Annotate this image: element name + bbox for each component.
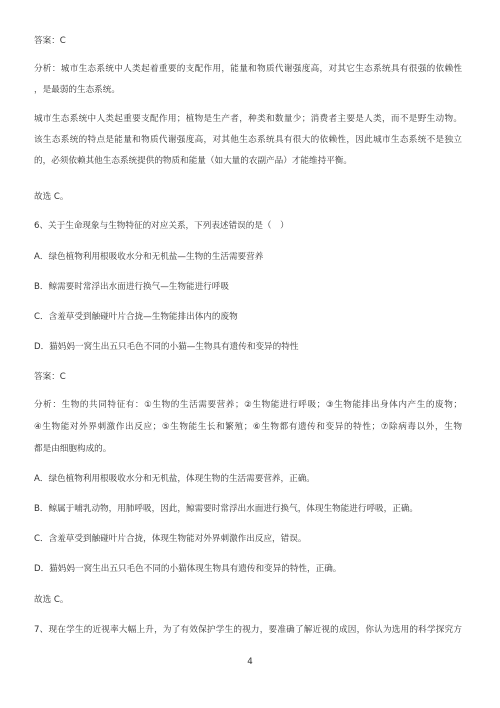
line-analysis-1b: ，是最弱的生态系统。 bbox=[34, 85, 120, 95]
line-analysis-2b: ④生物能对外界刺激作出反应；⑤生物能生长和繁殖；⑥生物都有遗传和变异的特性；⑦除病毒以外，生物 bbox=[34, 422, 462, 432]
page-number: 4 bbox=[247, 657, 253, 667]
option-a: A．绿色植物利用根吸收水分和无机盐—生物的生活需要营养 bbox=[34, 252, 264, 262]
question-7: 7、现在学生的近视率大幅上升，为了有效保护学生的视力，要准确了解近视的成因，你认为选用的科学探究方 bbox=[34, 625, 462, 635]
explain-a: A．绿色植物利用根吸收水分和无机盐，体现生物的生活需要营养，正确。 bbox=[34, 474, 315, 484]
line-answer-1: 答案：C bbox=[34, 36, 66, 46]
line-conclusion-1: 故选 C。 bbox=[34, 192, 69, 202]
line-explanation-2: 该生态系统的特点是能量和物质代谢强度高，对其他生态系统具有很大的依赖性，因此城市生态系统不是独立 bbox=[34, 135, 462, 145]
line-explanation-1: 城市生态系统中人类起重要支配作用；植物是生产者，种类和数量少；消费者主要是人类，而不是野生动物。 bbox=[34, 114, 462, 124]
question-6: 6、关于生命现象与生物特征的对应关系，下列表述错误的是（ ） bbox=[34, 221, 289, 231]
line-conclusion-2: 故选 C。 bbox=[34, 595, 69, 605]
line-explanation-3: 的，必须依赖其他生态系统提供的物质和能量（如大量的农副产品）才能维持平衡。 bbox=[34, 156, 352, 166]
line-analysis-1a: 分析：城市生态系统中人类起着重要的支配作用，能量和物质代谢强度高，对其它生态系统具有很强的依赖性 bbox=[34, 64, 462, 74]
explain-b: B．鲸属于哺乳动物，用肺呼吸，因此，鲸需要时常浮出水面进行换气，体现生物能进行呼吸，正确。 bbox=[34, 504, 419, 514]
option-b: B．鲸需要时常浮出水面进行换气—生物能进行呼吸 bbox=[34, 282, 229, 292]
line-analysis-2c: 都是由细胞构成的。 bbox=[34, 444, 112, 454]
explain-c: C．含羞草受到触碰叶片合拢，体现生物能对外界刺激作出反应，错误。 bbox=[34, 534, 307, 544]
line-answer-2: 答案：C bbox=[34, 372, 66, 382]
explain-d: D．猫妈妈一窝生出五只毛色不同的小猫体现生物具有遗传和变异的特性，正确。 bbox=[34, 564, 342, 574]
line-analysis-2a: 分析：生物的共同特征有：①生物的生活需要营养；②生物能进行呼吸；③生物能排出身体内产生的废物； bbox=[34, 400, 462, 410]
option-d: D．猫妈妈一窝生出五只毛色不同的小猫—生物具有遗传和变异的特性 bbox=[34, 342, 299, 352]
option-c: C．含羞草受到触碰叶片合拢—生物能排出体内的废物 bbox=[34, 312, 238, 322]
